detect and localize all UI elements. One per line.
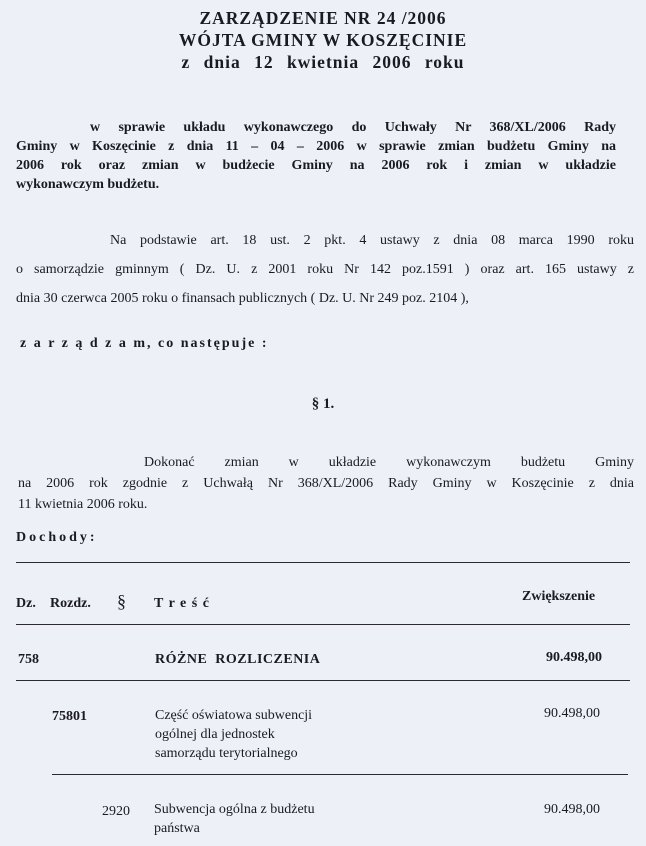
header-content: T r e ś ć (154, 596, 210, 611)
content-line: państwa (154, 821, 200, 836)
header-dz: Dz. (16, 596, 36, 611)
subject-line: Gminy w Koszęcinie z dnia 11 – 04 – 2006 w sprawie zmian budżetu Gminy na (16, 139, 616, 154)
legal-basis-paragraph (16, 226, 634, 313)
section-line: Dokonać zmian w układzie wykonawczym budżetu Gminy (144, 455, 634, 470)
header-paragraph-sign: § (117, 591, 126, 611)
table-row-content: RÓŻNE ROZLICZENIA (155, 652, 321, 667)
table-rule-row (16, 680, 630, 681)
document-issuer: WÓJTA GMINY W KOSZĘCINIE (178, 30, 468, 50)
table-row-amount: 90.498,00 (544, 706, 600, 721)
table-row-dz: 758 (18, 652, 39, 667)
content-line: samorządu terytorialnego (155, 746, 298, 761)
section-line: na 2006 rok zgodnie z Uchwałą Nr 368/XL/2006 Rady Gminy w Koszęcinie z dnia (18, 476, 634, 491)
basis-line: dnia 30 czerwca 2005 roku o finansach publicznych ( Dz. U. Nr 249 poz. 2104 ), (16, 291, 469, 306)
subject-line: wykonawczym budżetu. (16, 177, 160, 192)
content-line: Część oświatowa subwencji (155, 708, 313, 723)
income-label: Dochody: (16, 530, 98, 545)
table-row-paragraph: 2920 (102, 804, 130, 819)
table-row-content (155, 706, 312, 763)
document-title: ZARZĄDZENIE NR 24 /2006 (199, 8, 447, 28)
content-line: Subwencja ogólna z budżetu (154, 802, 315, 817)
table-row-content (154, 800, 315, 838)
document-date: z dnia 12 kwietnia 2006 roku (181, 52, 465, 72)
table-row-amount: 90.498,00 (546, 650, 602, 665)
section-line: 11 kwietnia 2006 roku. (18, 497, 148, 512)
subject-line: 2006 rok oraz zmian w budżecie Gminy na 2006 rok i zmian w układzie (16, 158, 616, 173)
section-heading: § 1. (311, 396, 335, 412)
table-rule-top (16, 562, 630, 563)
table-row-rozdz: 75801 (52, 709, 87, 724)
table-rule-row (52, 774, 628, 775)
table-row-amount: 90.498,00 (544, 802, 600, 817)
basis-line: o samorządzie gminnym ( Dz. U. z 2001 roku Nr 142 poz.1591 ) oraz art. 165 ustawy z (16, 262, 634, 277)
section-body (18, 452, 634, 515)
subject-line: w sprawie układu wykonawczego do Uchwały Nr 368/XL/2006 Rady (90, 120, 616, 135)
subject-paragraph (16, 118, 616, 194)
basis-line: Na podstawie art. 18 ust. 2 pkt. 4 ustawy z dnia 08 marca 1990 roku (110, 233, 634, 248)
decree-statement: z a r z ą d z a m, co następuje : (20, 336, 269, 351)
header-rozdz: Rozdz. (50, 596, 91, 611)
table-rule-header (16, 624, 630, 625)
content-line: ogólnej dla jednostek (155, 727, 275, 742)
header-increase: Zwiększenie (522, 589, 596, 604)
